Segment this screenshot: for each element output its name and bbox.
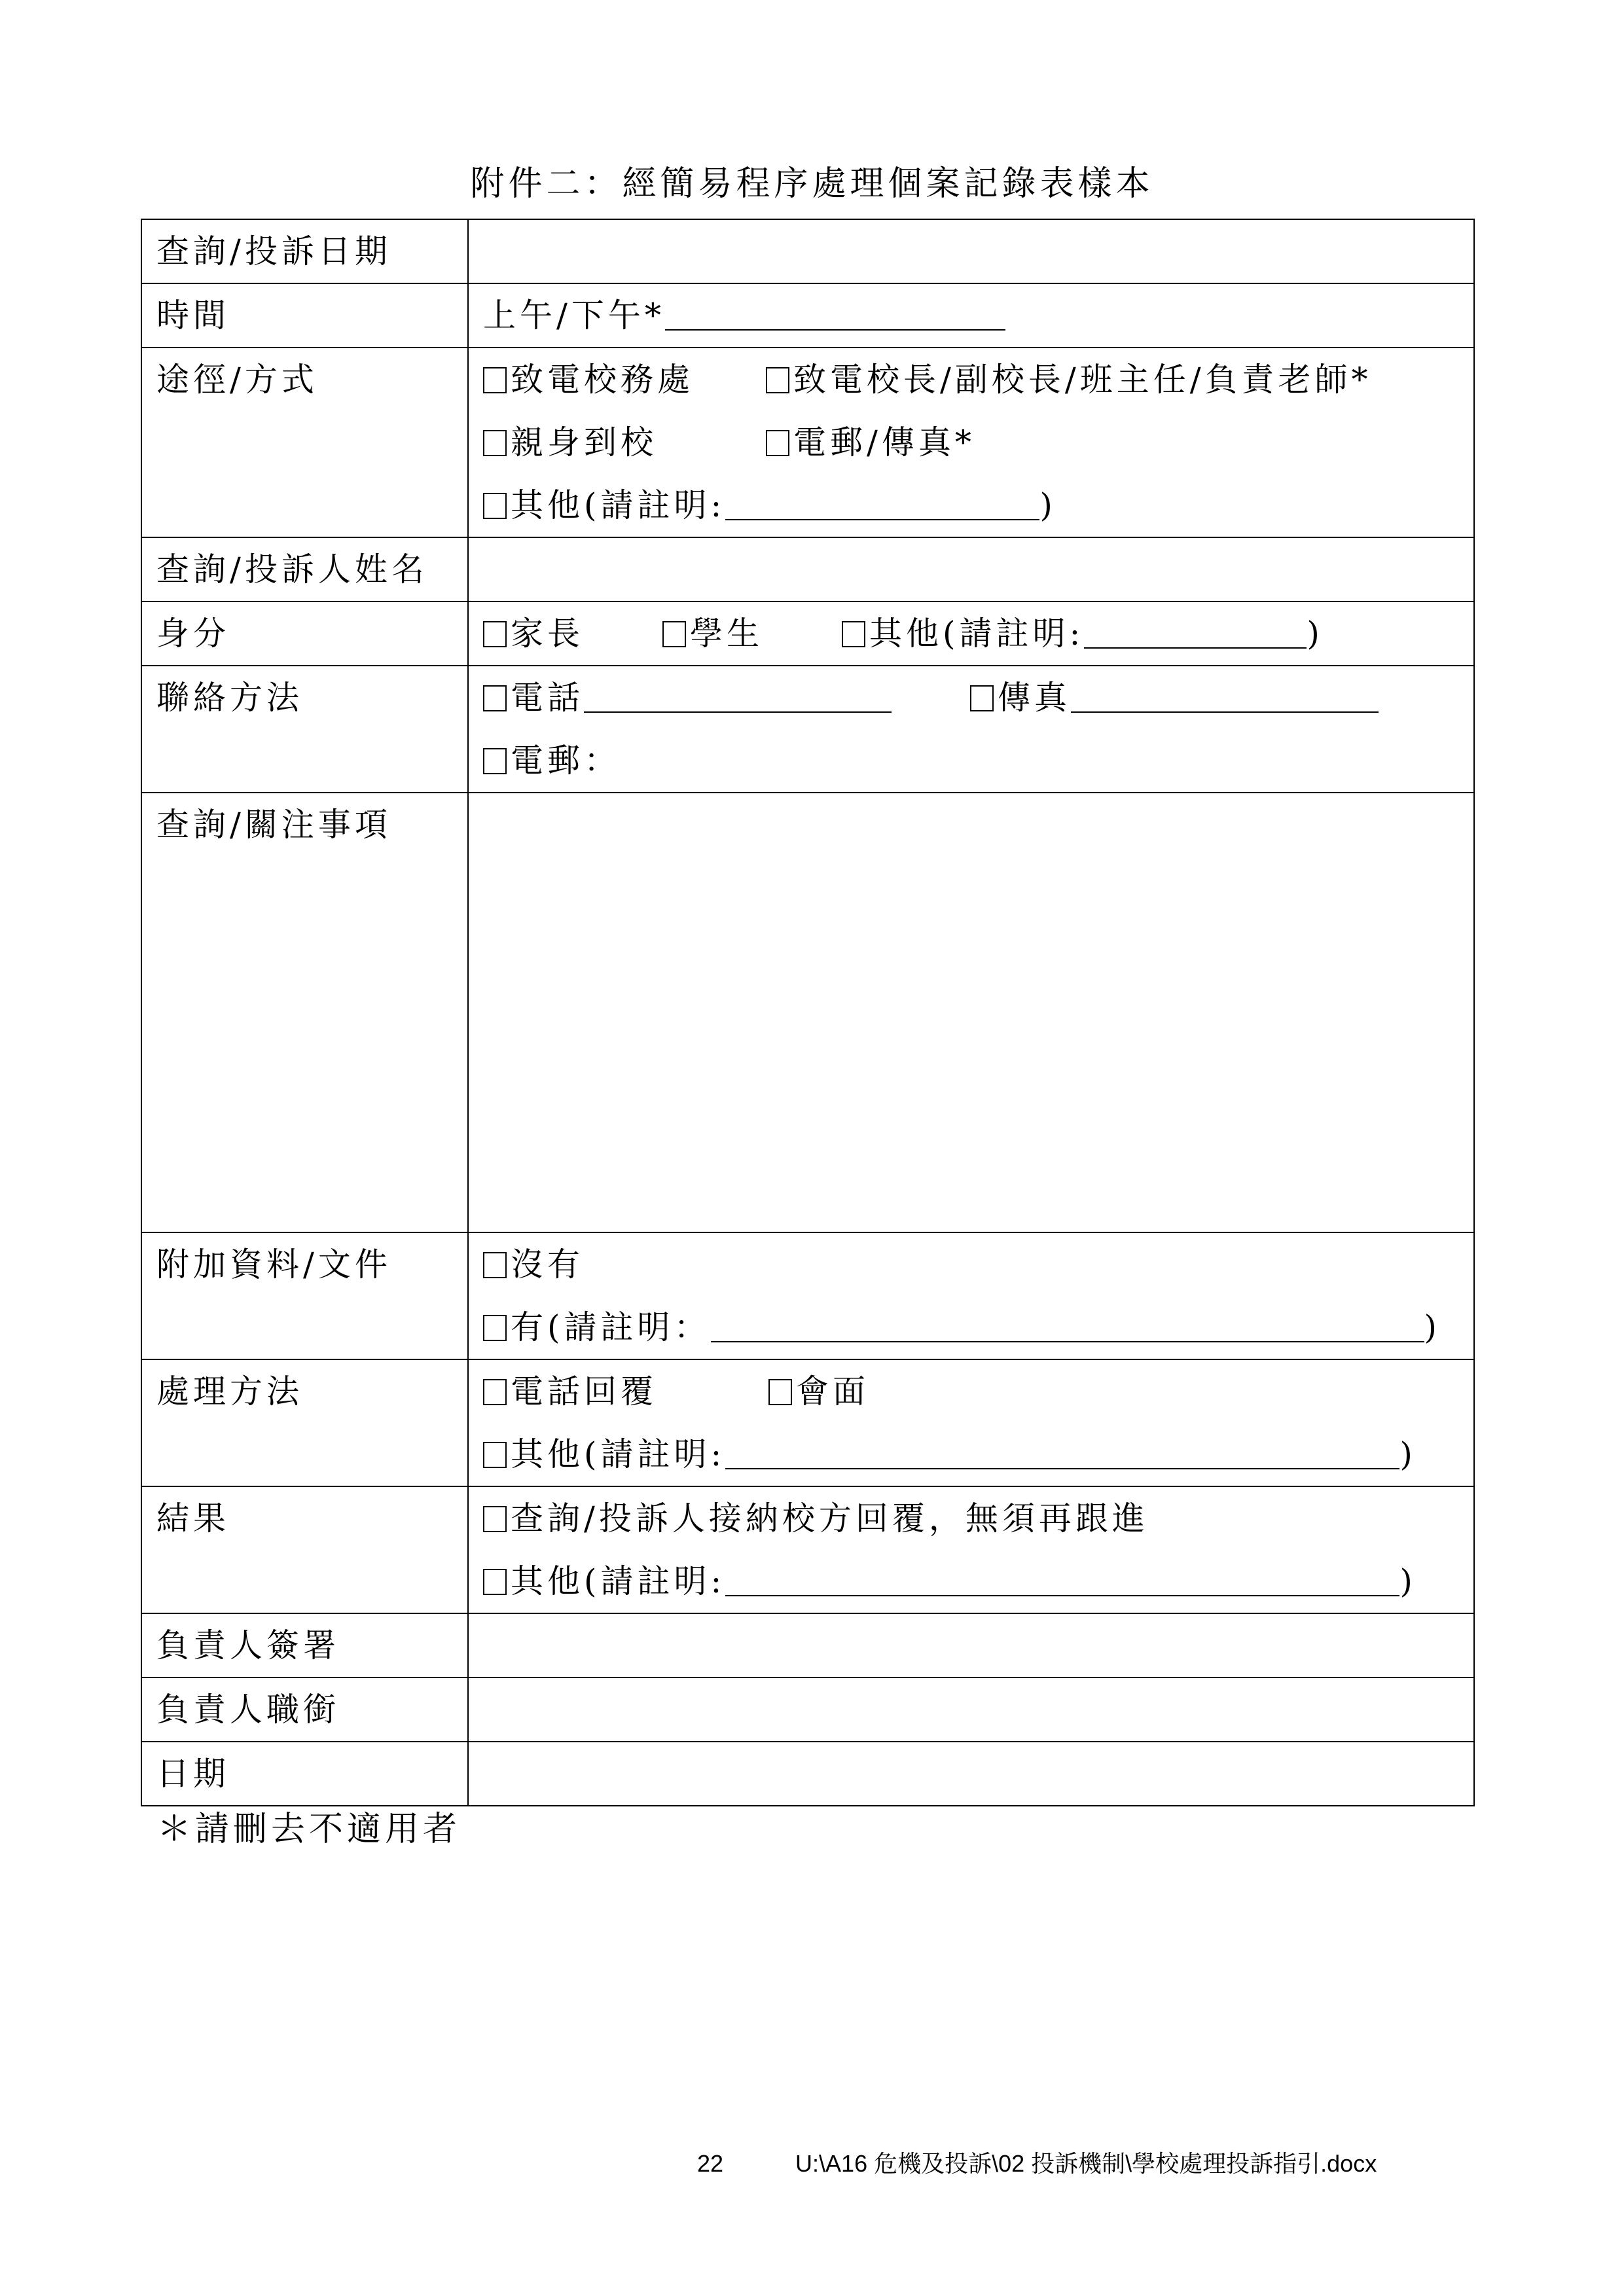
checkbox-channel-other[interactable]: [483, 493, 507, 519]
label-final-date: 日期: [141, 1742, 468, 1806]
checkbox-identity-other[interactable]: [842, 621, 865, 647]
row-channel: [141, 348, 1474, 537]
checkbox-no-attachment[interactable]: [483, 1252, 507, 1278]
checkbox-call-teacher[interactable]: [766, 367, 789, 393]
option-in-person: 親身到校: [511, 423, 657, 461]
attachment-close: ): [1424, 1308, 1441, 1346]
option-has-attachment: 有(請註明：: [511, 1308, 711, 1346]
checkbox-fax[interactable]: [970, 685, 994, 711]
checkbox-accepted[interactable]: [483, 1506, 507, 1532]
option-no-attachment: 沒有: [511, 1246, 584, 1283]
checkbox-has-attachment[interactable]: [483, 1315, 507, 1341]
option-meeting: 會面: [796, 1372, 869, 1410]
field-identity: [468, 601, 1474, 666]
row-result: [141, 1486, 1474, 1613]
file-path: U:\A16 危機及投訴\02 投訴機制\學校處理投訴指引.docx: [795, 2150, 1377, 2177]
checkbox-phone-reply[interactable]: [483, 1379, 507, 1405]
option-phone-reply: 電話回覆: [511, 1372, 657, 1410]
channel-other-close: ): [1039, 486, 1056, 524]
row-post: [141, 1677, 1474, 1742]
identity-other-blank[interactable]: [1084, 616, 1307, 649]
field-enquiry-date[interactable]: [468, 219, 1474, 283]
label-time: 時間: [141, 283, 468, 348]
field-concern[interactable]: [468, 793, 1474, 1232]
label-concern: 查詢/關注事項: [141, 793, 468, 1232]
label-contact: 聯絡方法: [141, 666, 468, 793]
fax-blank[interactable]: [1071, 680, 1379, 713]
label-attachments: 附加資料/文件: [141, 1232, 468, 1359]
checkbox-phone[interactable]: [483, 685, 507, 711]
option-identity-other: 其他(請註明:: [869, 615, 1085, 653]
field-contact: [468, 666, 1474, 793]
row-final-date: [141, 1742, 1474, 1806]
option-student: 學生: [690, 615, 763, 653]
checkbox-student[interactable]: [662, 621, 686, 647]
time-blank-line[interactable]: [665, 298, 1005, 331]
field-signature[interactable]: [468, 1613, 1474, 1677]
checkbox-meeting[interactable]: [768, 1379, 792, 1405]
time-am-pm: 上午/下午*: [483, 296, 665, 334]
field-time[interactable]: [468, 283, 1474, 348]
label-signature: 負責人簽署: [141, 1613, 468, 1677]
row-concern: [141, 793, 1474, 1232]
option-accepted: 查詢/投訴人接納校方回覆，無須再跟進: [511, 1499, 1149, 1537]
checkbox-call-office[interactable]: [483, 367, 507, 393]
result-other-blank[interactable]: [725, 1564, 1399, 1596]
label-name: 查詢/投訴人姓名: [141, 537, 468, 601]
option-channel-other: 其他(請註明:: [511, 486, 726, 524]
option-result-other: 其他(請註明:: [511, 1562, 726, 1600]
row-name: [141, 537, 1474, 601]
checkbox-in-person[interactable]: [483, 430, 507, 456]
handling-other-close: ): [1399, 1435, 1416, 1473]
row-handling: [141, 1359, 1474, 1486]
field-handling: [468, 1359, 1474, 1486]
checkbox-parent[interactable]: [483, 621, 507, 647]
field-attachments: [468, 1232, 1474, 1359]
row-identity: [141, 601, 1474, 666]
footnote: ＊請刪去不適用者: [157, 1810, 461, 1849]
option-email-fax: 電郵/傳真*: [793, 423, 975, 461]
label-channel: 途徑/方式: [141, 348, 468, 537]
row-enquiry-date: [141, 219, 1474, 283]
label-handling: 處理方法: [141, 1359, 468, 1486]
field-post[interactable]: [468, 1677, 1474, 1742]
page-title: 附件二：經簡易程序處理個案記錄表樣本: [470, 164, 1154, 204]
option-email: 電郵：: [511, 742, 621, 780]
handling-other-blank[interactable]: [725, 1437, 1399, 1469]
channel-other-blank[interactable]: [725, 488, 1039, 520]
row-time: [141, 283, 1474, 348]
record-form-table: [141, 219, 1475, 1806]
field-final-date[interactable]: [468, 1742, 1474, 1806]
checkbox-handling-other[interactable]: [483, 1442, 507, 1468]
label-enquiry-date: 查詢/投訴日期: [141, 219, 468, 283]
label-identity: 身分: [141, 601, 468, 666]
attachment-blank[interactable]: [711, 1310, 1424, 1342]
field-channel: [468, 348, 1474, 537]
field-name[interactable]: [468, 537, 1474, 601]
checkbox-result-other[interactable]: [483, 1569, 507, 1595]
option-phone: 電話: [511, 679, 584, 717]
checkbox-email-fax[interactable]: [766, 430, 789, 456]
identity-other-close: ): [1307, 615, 1324, 653]
label-result: 結果: [141, 1486, 468, 1613]
field-result: [468, 1486, 1474, 1613]
option-fax: 傳真: [998, 679, 1071, 717]
result-other-close: ): [1399, 1562, 1416, 1600]
option-call-teacher: 致電校長/副校長/班主任/負責老師*: [793, 361, 1372, 399]
option-call-office: 致電校務處: [511, 361, 694, 399]
page-number: 22: [697, 2150, 724, 2177]
phone-blank[interactable]: [584, 680, 892, 713]
row-signature: [141, 1613, 1474, 1677]
checkbox-email[interactable]: [483, 748, 507, 774]
row-contact: [141, 666, 1474, 793]
label-post: 負責人職銜: [141, 1677, 468, 1742]
row-attachments: [141, 1232, 1474, 1359]
option-handling-other: 其他(請註明:: [511, 1435, 726, 1473]
option-parent: 家長: [511, 615, 584, 653]
page-footer: [697, 2145, 1377, 2179]
